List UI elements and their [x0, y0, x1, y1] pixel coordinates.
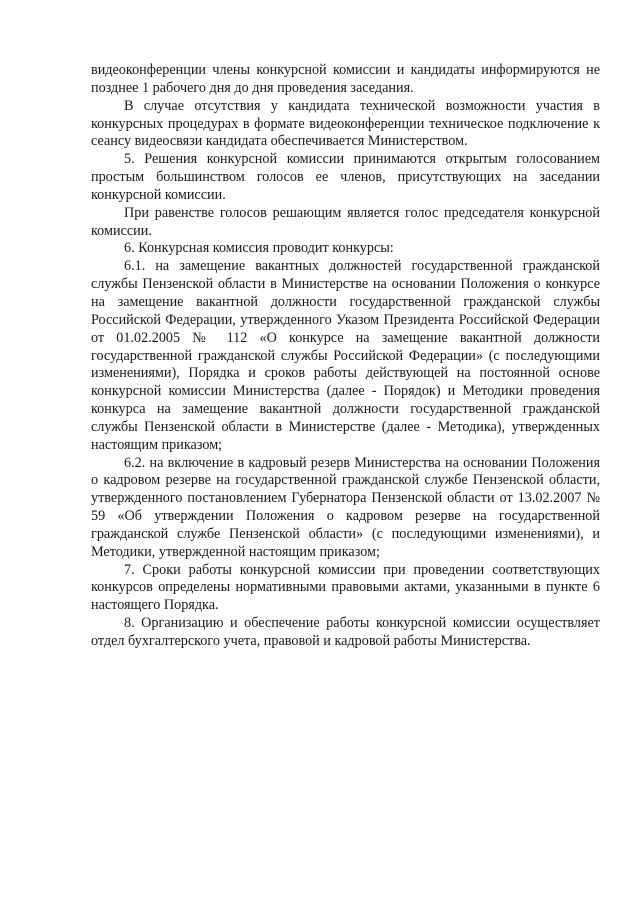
- paragraph-item-8-organization: 8. Организацию и обеспечение работы конкурсной комиссии осуществляет отдел бухгалтерского учета, правовой и кадровой работы Министерства.: [91, 615, 600, 649]
- paragraph-continuation: видеоконференции члены конкурсной комиссии и кандидаты информируются не позднее 1 рабочего дня до дня проведения заседания.: [91, 62, 600, 96]
- paragraph-item-5-decisions: 5. Решения конкурсной комиссии принимаются открытым голосованием простым большинством голосов ее членов, присутствующих на заседании конкурсной комиссии.: [91, 151, 600, 203]
- document-body: [91, 62, 600, 651]
- paragraph-item-6-1-vacancies: 6.1. на замещение вакантных должностей государственной гражданской службы Пензенской области в Министерстве на основании Положения о конкурсе на замещение вакантной должности государственной гражданской службы Российской Федерации, утвержденного Указом Президента Российской Федерации от 01.02.2005 № 112 «О конкурсе на замещение вакантной должности государственной гражданской службы Российской Федерации» (с последующими изменениями), Порядка и сроков работы действующей на постоянной основе конкурсной комиссии Министерства (далее - Порядок) и Методики проведения конкурса на замещение вакантной должности государственной гражданской службы Пензенской области в Министерстве (далее - Методика), утвержденных настоящим приказом;: [91, 258, 600, 453]
- paragraph-item-6-competitions: 6. Конкурсная комиссия проводит конкурсы:: [124, 240, 394, 257]
- paragraph-item-6-2-reserve: 6.2. на включение в кадровый резерв Министерства на основании Положения о кадровом резерве на государственной гражданской службе Пензенской области, утвержденного постановлением Губернатора Пензенской области от 13.02.2007 № 59 «Об утверждении Положения о кадровом резерве на государственной гражданской службе Пензенской области» (с последующими изменениями), и Методики, утвержденной настоящим приказом;: [91, 454, 600, 560]
- paragraph-item-7-terms: 7. Сроки работы конкурсной комиссии при проведении соответствующих конкурсов определены нормативными правовыми актами, указанными в пункте 6 настоящего Порядка.: [91, 561, 600, 614]
- paragraph-tie-vote: При равенстве голосов решающим является голос председателя конкурсной комиссии.: [91, 204, 600, 239]
- paragraph-technical-connection: В случае отсутствия у кандидата технической возможности участия в конкурсных процедурах в формате видеоконференции техническое подключение к сеансу видеосвязи кандидата обеспечивается Министерством.: [91, 97, 600, 150]
